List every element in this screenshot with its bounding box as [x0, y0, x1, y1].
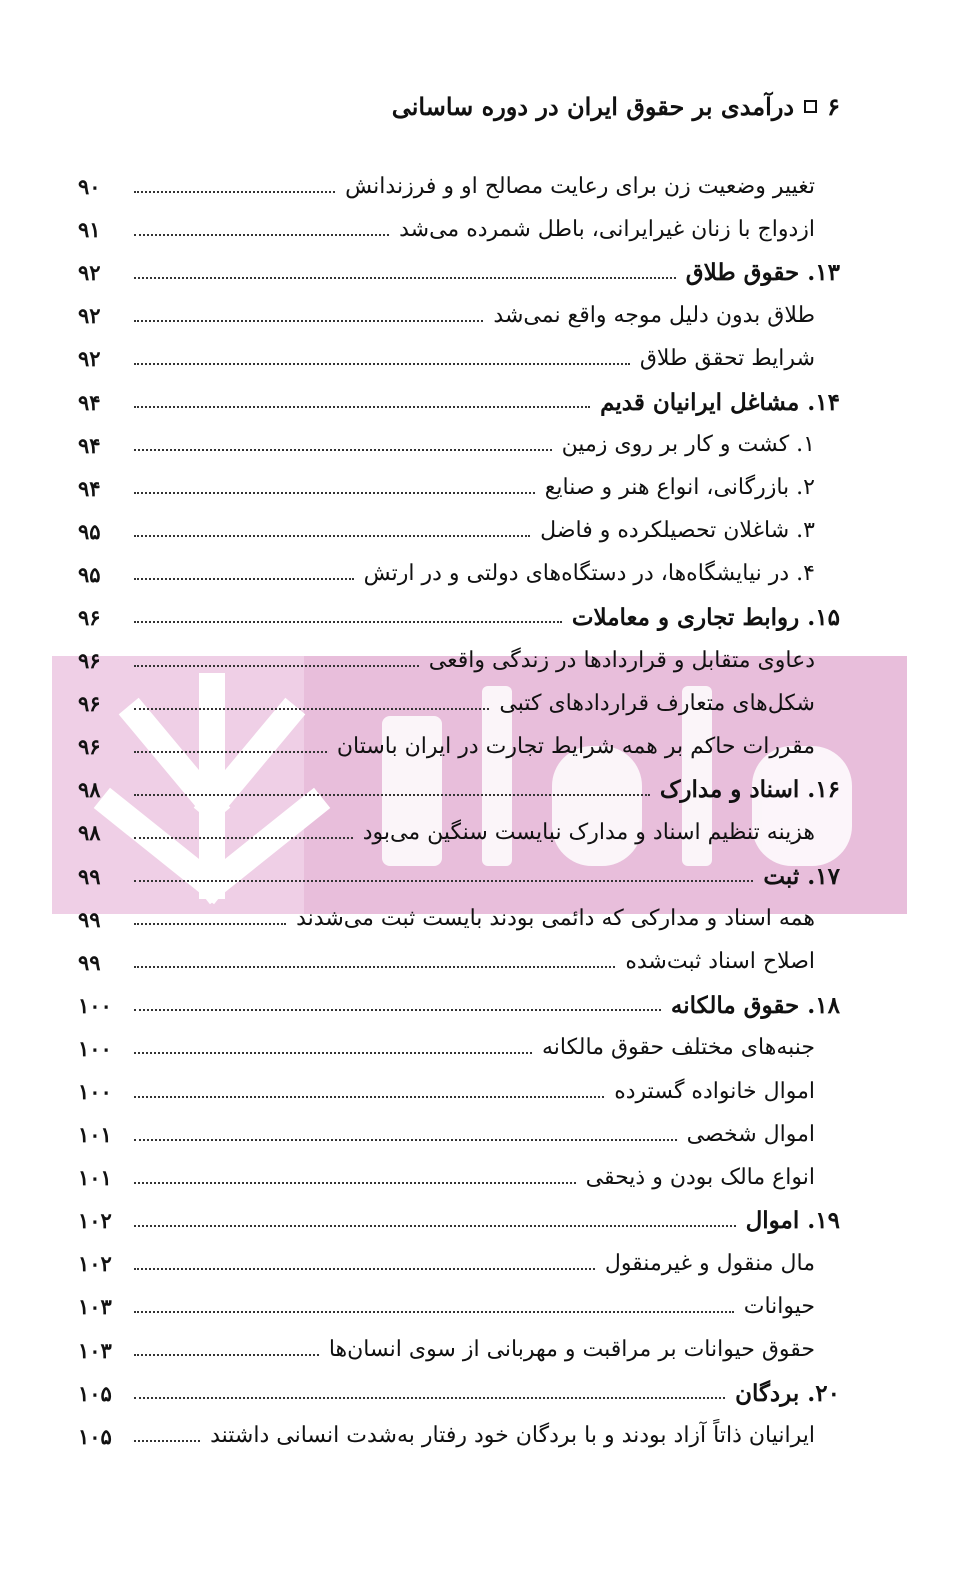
toc-entry-row: [78, 1285, 840, 1328]
header-title: درآمدی بر حقوق ایران در دوره ساسانی: [391, 91, 795, 121]
dot-leader: [134, 320, 483, 322]
toc-page-number: ۹۹: [78, 949, 101, 975]
dot-leader: [134, 665, 419, 667]
dot-leader: [134, 708, 489, 710]
dot-leader: [134, 1225, 736, 1227]
toc-page-number: ۹۲: [78, 260, 101, 286]
dot-leader: [134, 234, 389, 236]
toc-section-row: [78, 1199, 840, 1242]
toc-entry-title: دعاوی متقابل و قراردادها در زندگی واقعی: [428, 647, 815, 673]
toc-entry-row: [78, 467, 840, 510]
toc-page-number: ۹۹: [78, 863, 101, 889]
toc-entry-title: جنبه‌های مختلف حقوق مالکانه: [542, 1035, 815, 1061]
toc-entry-title: اصلاح اسناد ثبت‌شده: [625, 949, 815, 975]
toc-page-number: ۱۰۵: [78, 1380, 112, 1406]
toc-page-number: ۱۰۰: [78, 992, 112, 1018]
toc-entry-row: [78, 510, 840, 553]
dot-leader: [134, 363, 630, 365]
toc-section-row: [78, 768, 840, 811]
toc-page-number: ۹۲: [78, 346, 101, 372]
toc-page-number: ۹۸: [78, 777, 101, 803]
dot-leader: [134, 1311, 734, 1313]
toc-entry-title: هزینه تنظیم اسناد و مدارک نبایست سنگین می‌بود: [362, 819, 815, 845]
dot-leader: [134, 1139, 677, 1141]
dot-leader: [134, 191, 335, 193]
table-of-contents: [78, 165, 840, 1458]
dot-leader: [134, 1397, 725, 1399]
dot-leader: [134, 1182, 576, 1184]
toc-page-number: ۱۰۲: [78, 1208, 112, 1234]
toc-section-row: [78, 984, 840, 1027]
toc-entry-row: [78, 1156, 840, 1199]
toc-page-number: ۹۹: [78, 906, 101, 932]
toc-entry-title: انواع مالک بودن و ذیحقی: [585, 1164, 815, 1190]
toc-entry-title: طلاق بدون دلیل موجه واقع نمی‌شد: [493, 302, 815, 328]
toc-page-number: ۹۶: [78, 604, 101, 630]
toc-page-number: ۱۰۲: [78, 1251, 112, 1277]
dot-leader: [134, 794, 650, 796]
toc-entry-row: [78, 639, 840, 682]
toc-entry-row: [78, 553, 840, 596]
dot-leader: [134, 621, 562, 623]
toc-page-number: ۱۰۱: [78, 1165, 112, 1191]
page-header: [120, 84, 840, 128]
toc-page-number: ۹۲: [78, 303, 101, 329]
toc-page-number: ۹۱: [78, 217, 101, 243]
dot-leader: [134, 492, 535, 494]
toc-entry-row: [78, 208, 840, 251]
toc-entry-title: مال منقول و غیرمنقول: [604, 1250, 815, 1276]
toc-page-number: ۹۴: [78, 475, 101, 501]
toc-entry-row: [78, 337, 840, 380]
toc-entry-row: [78, 294, 840, 337]
toc-section-row: [78, 251, 840, 294]
toc-page-number: ۱۰۵: [78, 1423, 112, 1449]
dot-leader: [134, 880, 753, 882]
toc-entry-row: [78, 1070, 840, 1113]
toc-entry-title: ۴. در نیایشگاه‌ها، در دستگاه‌های دولتی و در ارتش: [363, 561, 815, 587]
dot-leader: [134, 1096, 604, 1098]
toc-entry-title: ازدواج با زنان غیرایرانی، باطل شمرده می‌شد: [399, 216, 815, 242]
toc-section-row: [78, 1372, 840, 1415]
toc-entry-title: ۱۳. حقوق طلاق: [685, 259, 840, 287]
toc-entry-title: شرایط تحقق طلاق: [639, 345, 815, 371]
dot-leader: [134, 578, 354, 580]
toc-entry-title: شکل‌های متعارف قراردادهای کتبی: [499, 690, 815, 716]
toc-entry-title: ۱۹. اموال: [745, 1207, 840, 1235]
toc-entry-title: مقررات حاکم بر همه شرایط تجارت در ایران باستان: [336, 733, 815, 759]
header-page-number: ۶: [827, 91, 840, 121]
toc-page-number: ۹۶: [78, 734, 101, 760]
dot-leader: [134, 1009, 661, 1011]
toc-page-number: ۹۶: [78, 691, 101, 717]
dot-leader: [134, 1440, 200, 1442]
toc-entry-row: [78, 682, 840, 725]
dot-leader: [134, 751, 327, 753]
dot-leader: [134, 1052, 532, 1054]
toc-entry-title: حیوانات: [743, 1293, 815, 1319]
toc-page-number: ۹۵: [78, 518, 101, 544]
toc-entry-row: [78, 1242, 840, 1285]
toc-entry-title: همه اسناد و مدارکی که دائمی بودند بایست ثبت می‌شدند: [296, 906, 815, 932]
toc-section-row: [78, 380, 840, 423]
toc-entry-title: ۱۴. مشاغل ایرانیان قدیم: [600, 388, 840, 416]
toc-page-number: ۹۶: [78, 648, 101, 674]
toc-entry-row: [78, 1415, 840, 1458]
toc-page-number: ۱۰۱: [78, 1122, 112, 1148]
dot-leader: [134, 966, 615, 968]
toc-entry-row: [78, 898, 840, 941]
toc-page-number: ۱۰۰: [78, 1035, 112, 1061]
toc-page-number: ۹۵: [78, 561, 101, 587]
toc-entry-title: ۱. کشت و کار بر روی زمین: [561, 432, 815, 458]
toc-page-number: ۹۴: [78, 389, 101, 415]
toc-entry-title: ایرانیان ذاتاً آزاد بودند و با بردگان خود رفتار به‌شدت انسانی داشتند: [210, 1423, 815, 1449]
dot-leader: [134, 837, 353, 839]
dot-leader: [134, 1268, 595, 1270]
toc-page-number: ۹۸: [78, 820, 101, 846]
toc-entry-title: ۱۸. حقوق مالکانه: [670, 991, 840, 1019]
toc-entry-title: ۱۵. روابط تجاری و معاملات: [571, 603, 840, 631]
toc-entry-row: [78, 941, 840, 984]
toc-entry-title: ۳. شاغلان تحصیلکرده و فاضل: [540, 518, 815, 544]
toc-page-number: ۱۰۳: [78, 1337, 112, 1363]
toc-entry-row: [78, 424, 840, 467]
toc-entry-title: اموال خانواده گسترده: [614, 1078, 815, 1104]
toc-page-number: ۹۴: [78, 432, 101, 458]
toc-entry-title: اموال شخصی: [686, 1121, 815, 1147]
toc-page-number: ۱۰۰: [78, 1079, 112, 1105]
toc-section-row: [78, 596, 840, 639]
toc-page-number: ۹۰: [78, 174, 101, 200]
toc-entry-row: [78, 1329, 840, 1372]
toc-entry-row: [78, 811, 840, 854]
dot-leader: [134, 277, 676, 279]
toc-page-number: ۱۰۳: [78, 1294, 112, 1320]
toc-entry-title: ۲۰. بردگان: [735, 1379, 840, 1407]
dot-leader: [134, 923, 286, 925]
toc-entry-row: [78, 1027, 840, 1070]
dot-leader: [134, 449, 552, 451]
toc-entry-title: ۱۶. اسناد و مدارک: [659, 776, 840, 804]
toc-entry-row: [78, 165, 840, 208]
dot-leader: [134, 406, 590, 408]
toc-entry-title: ۱۷. ثبت: [763, 862, 840, 890]
square-bullet-icon: [804, 100, 817, 113]
toc-entry-title: حقوق حیوانات بر مراقبت و مهربانی از سوی انسان‌ها: [328, 1337, 815, 1363]
dot-leader: [134, 535, 530, 537]
toc-entry-row: [78, 725, 840, 768]
toc-entry-title: تغییر وضعیت زن برای رعایت مصالح او و فرزندانش: [345, 173, 815, 199]
toc-entry-title: ۲. بازرگانی، انواع هنر و صنایع: [544, 475, 815, 501]
toc-entry-row: [78, 1113, 840, 1156]
dot-leader: [134, 1354, 319, 1356]
toc-section-row: [78, 855, 840, 898]
